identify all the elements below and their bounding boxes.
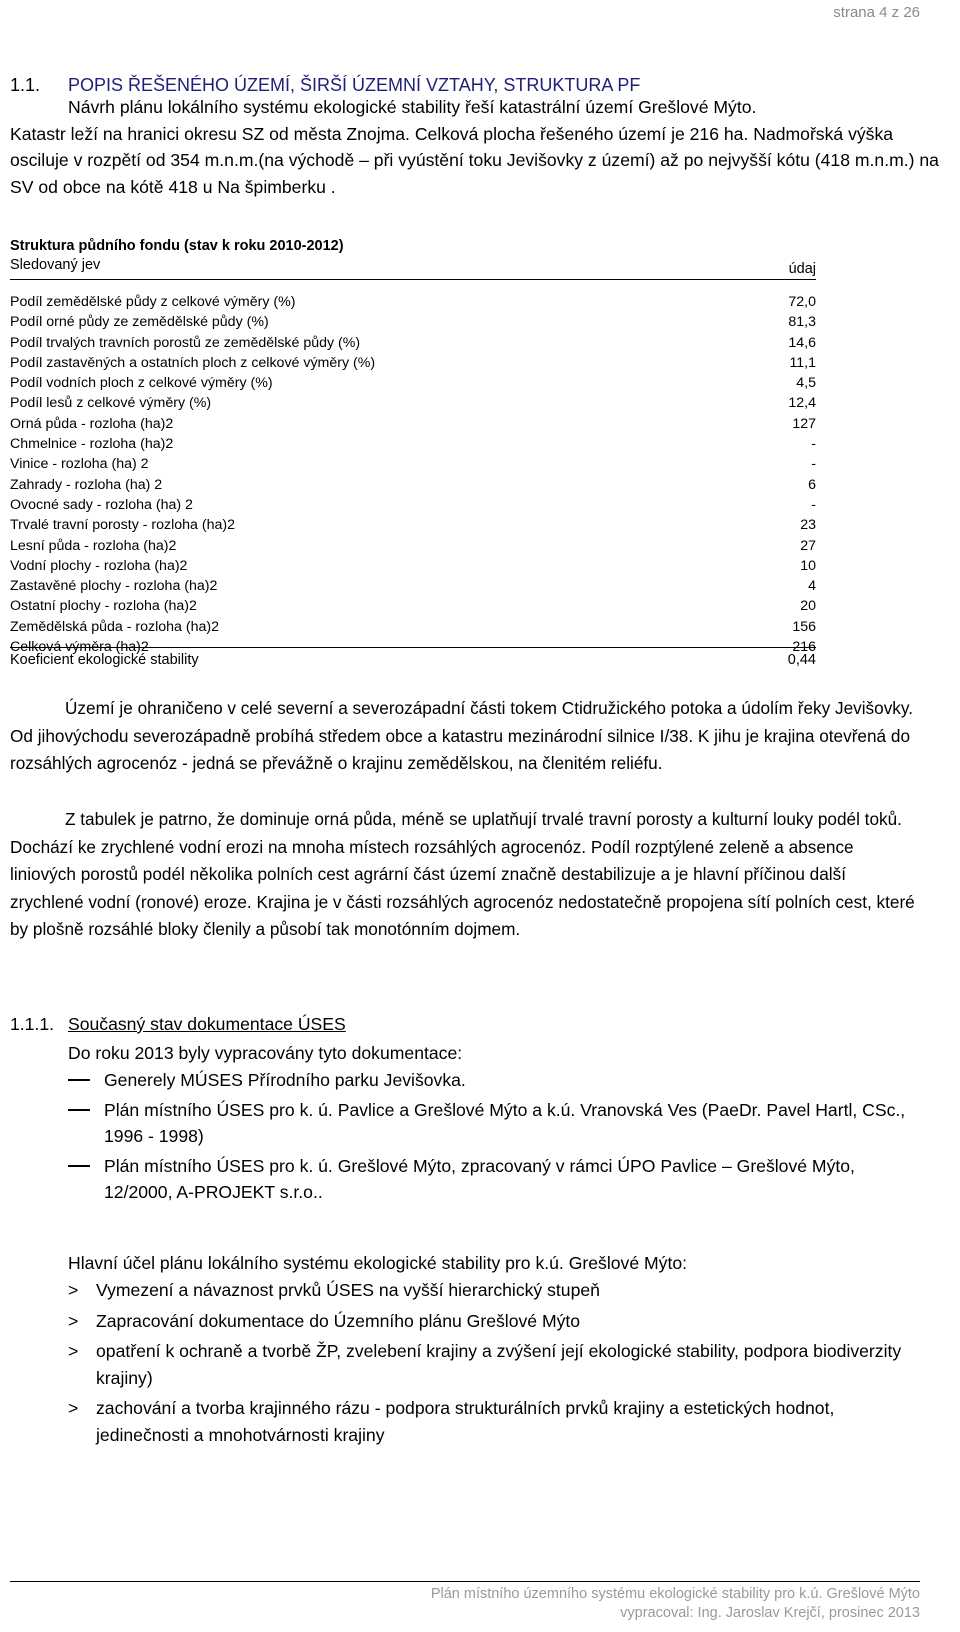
list-item: Generely MÚSES Přírodního parku Jevišovka.	[68, 1067, 928, 1093]
column-label-header: Sledovaný jev	[10, 257, 101, 273]
arrow-bullet-icon: >	[68, 1398, 79, 1418]
row-label: Podíl orné půdy ze zemědělské půdy (%)	[10, 314, 269, 331]
table-row	[10, 395, 816, 415]
row-label: Podíl vodních ploch z celkové výměry (%)	[10, 375, 273, 392]
row-value: 156	[792, 618, 816, 635]
table-row	[10, 456, 816, 476]
row-label: Podíl zemědělské půdy z celkové výměry (%)	[10, 294, 296, 310]
dash-bullet-icon	[68, 1109, 90, 1111]
subsection-title: Současný stav dokumentace ÚSES	[68, 1014, 346, 1034]
row-value: 14,6	[788, 334, 816, 351]
row-label: Podíl zastavěných a ostatních ploch z celkové výměry (%)	[10, 354, 376, 371]
footer-line-2: vypracoval: Ing. Jaroslav Krejčí, prosinec 2013	[620, 1604, 920, 1621]
list-item: Plán místního ÚSES pro k. ú. Grešlové Mýto, zpracovaný v rámci ÚPO Pavlice – Grešlové Mýto, 12/2000, A-PROJEKT s.r.o..	[68, 1153, 928, 1205]
footer-line-1: Plán místního územního systému ekologické stability pro k.ú. Grešlové Mýto	[430, 1586, 920, 1602]
section-intro	[10, 94, 950, 200]
row-value: 23	[800, 517, 816, 534]
table-row	[10, 416, 816, 436]
row-label: Chmelnice - rozloha (ha)2	[10, 436, 174, 453]
row-value: -	[811, 436, 816, 453]
table-row	[10, 619, 816, 639]
coefficient-label: Koeficient ekologické stability	[10, 652, 199, 668]
table-body	[10, 294, 816, 659]
table-row	[10, 314, 816, 334]
arrow-bullet-icon: >	[68, 1310, 79, 1331]
row-label: Ovocné sady - rozloha (ha) 2	[10, 496, 193, 513]
table-header	[10, 257, 816, 280]
row-value: 27	[800, 537, 816, 554]
row-value: 216	[792, 639, 816, 656]
section-heading	[10, 75, 640, 96]
page-number: strana 4 z 26	[833, 4, 920, 21]
row-label: Trvalé travní porosty - rozloha (ha)2	[10, 517, 235, 534]
list-item: > Vymezení a návaznost prvků ÚSES na vyšší hierarchický stupeň	[68, 1277, 928, 1304]
row-value: 20	[800, 598, 816, 615]
arrow-bullet-icon: >	[68, 1341, 79, 1361]
table-row	[10, 355, 816, 375]
table-row	[10, 538, 816, 558]
table-title: Struktura půdního fondu (stav k roku 2010-2012)	[10, 238, 344, 254]
coefficient-row	[10, 647, 816, 672]
coefficient-value: 0,44	[787, 652, 816, 668]
intro-first-line: Návrh plánu lokálního systému ekologické stability řeší katastrální území Grešlové Mýto.	[68, 97, 757, 117]
dash-bullet-icon	[68, 1079, 90, 1081]
row-value: 72,0	[788, 294, 816, 310]
row-value: -	[811, 496, 816, 513]
row-value: 11,1	[789, 354, 816, 371]
dash-bullet-icon	[68, 1165, 90, 1167]
intro-rest: Katastr leží na hranici okresu SZ od města Znojma. Celková plocha řešeného území je 216 ha. Nadmořská výška osciluje v rozpětí od 354 m.n.m.(na východě – při vyústění toku Jevišovky z území) až po nejvyšší kótu (418 m.n.m.) na SV od obce na kótě 418 u Na špimberku .	[10, 123, 939, 197]
documents-intro: Do roku 2013 byly vypracovány tyto dokumentace:	[68, 1043, 463, 1063]
row-label: Zemědělská půda - rozloha (ha)2	[10, 618, 219, 635]
arrow-bullet-icon: >	[68, 1280, 79, 1300]
paragraph-2	[10, 806, 920, 944]
row-value: -	[811, 456, 816, 473]
column-value-header: údaj	[788, 261, 816, 277]
list-item: > opatření k ochraně a tvorbě ŽP, zvelebení krajiny a zvýšení její ekologické stability, podpora biodiverzity krajiny)	[68, 1338, 928, 1391]
row-value: 81,3	[788, 314, 816, 331]
row-label: Vinice - rozloha (ha) 2	[10, 456, 149, 473]
goals-intro: Hlavní účel plánu lokálního systému ekologické stability pro k.ú. Grešlové Mýto:	[68, 1253, 688, 1273]
row-label: Vodní plochy - rozloha (ha)2	[10, 557, 188, 574]
table-row	[10, 578, 816, 598]
paragraph-2-text: Z tabulek je patrno, že dominuje orná půda, méně se uplatňují trvalé travní porosty a kulturní louky podél toků. Dochází ke zrychlené vodní erozi na mnoha místech rozsáhlých agrocenóz. Podíl rozptýlené zeleně a absence liniových porostů podél několika polních cest agrární část území značně destabilizuje a je hlavní příčinou další zrychlené vodní (ronové) eroze. Krajina je v části rozsáhlých agrocenóz nedostatečně propojena sítí polních cest, které by plošně rozsáhlé bloky členily a působí tak monotónním dojmem.	[10, 809, 915, 939]
footer	[431, 1585, 920, 1622]
list-item: Plán místního ÚSES pro k. ú. Pavlice a Grešlové Mýto a k.ú. Vranovská Ves (PaeDr. Pavel Hartl, CSc., 1996 - 1998)	[68, 1097, 928, 1149]
row-label: Lesní půda - rozloha (ha)2	[10, 537, 177, 554]
row-value: 127	[792, 415, 816, 432]
row-label: Podíl lesů z celkové výměry (%)	[10, 395, 212, 412]
table-row	[10, 375, 816, 395]
row-label: Zahrady - rozloha (ha) 2	[10, 476, 163, 493]
list-item: > zachování a tvorba krajinného rázu - podpora strukturálních prvků krajiny a estetických hodnot, jedinečnosti a mnohotvárnosti krajiny	[68, 1395, 928, 1448]
row-value: 4	[808, 578, 816, 595]
table-row	[10, 558, 816, 578]
row-label: Podíl trvalých travních porostů ze zemědělské půdy (%)	[10, 334, 361, 351]
goals-list	[68, 1277, 928, 1452]
row-value: 10	[800, 557, 816, 574]
row-value: 12,4	[788, 395, 816, 412]
table-row	[10, 497, 816, 517]
paragraph-1-text: Území je ohraničeno v celé severní a severozápadní části tokem Ctidružického potoka a údolím řeky Jevišovky. Od jihovýchodu severozápadně probíhá středem obce a katastru mezinárodní silnice I/38. K jihu je krajina otevřená do rozsáhlých agrocenóz - jedná se převážně o krajinu zemědělskou, na členitém reliéfu.	[10, 698, 913, 773]
subsection-number: 1.1.1.	[10, 1014, 55, 1034]
row-label: Orná půda - rozloha (ha)2	[10, 415, 174, 432]
list-item: > Zapracování dokumentace do Územního plánu Grešlové Mýto	[68, 1308, 928, 1335]
paragraph-1	[10, 695, 920, 778]
table-row	[10, 436, 816, 456]
subsection-heading	[10, 1014, 346, 1035]
footer-divider	[10, 1581, 920, 1582]
section-number: 1.1.	[10, 75, 41, 95]
documents-list	[68, 1067, 928, 1209]
table-row	[10, 294, 816, 314]
table-row	[10, 598, 816, 618]
row-label: Celková výměra (ha)2	[10, 639, 149, 656]
table-row	[10, 335, 816, 355]
table-row	[10, 517, 816, 537]
row-value: 6	[808, 476, 816, 493]
row-value: 4,5	[796, 375, 816, 392]
row-label: Ostatní plochy - rozloha (ha)2	[10, 598, 197, 615]
row-label: Zastavěné plochy - rozloha (ha)2	[10, 578, 218, 595]
section-title: POPIS ŘEŠENÉHO ÚZEMÍ, ŠIRŠÍ ÚZEMNÍ VZTAHY, STRUKTURA PF	[68, 75, 641, 95]
table-row	[10, 477, 816, 497]
